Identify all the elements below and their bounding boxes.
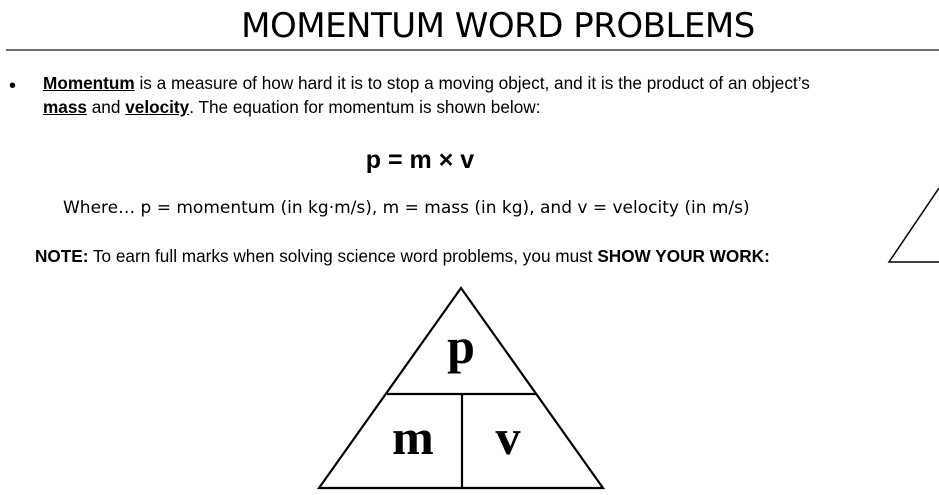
term-momentum: Momentum	[43, 73, 135, 93]
triangle-label-p: p	[447, 318, 475, 374]
note-emphasis: SHOW YOUR WORK:	[597, 246, 770, 266]
note-label: NOTE:	[35, 246, 89, 266]
variable-definitions: Where… p = momentum (in kg·m/s), m = mass (in kg), and v = velocity (in m/s)	[63, 198, 750, 218]
term-mass: mass	[43, 97, 87, 117]
term-velocity: velocity	[125, 97, 190, 117]
definition-text-2: . The equation for momentum is shown below:	[189, 97, 541, 117]
formula-triangle	[312, 282, 612, 492]
page-title: MOMENTUM WORD PROBLEMS	[241, 6, 755, 46]
momentum-equation: p = m × v	[365, 146, 475, 174]
definition-text-and: and	[86, 97, 126, 117]
definition-text-1: is a measure of how hard it is to stop a moving object, and it is the product of an object’s	[134, 73, 810, 93]
triangle-label-m: m	[392, 409, 434, 465]
triangle-label-v: v	[495, 409, 521, 465]
bullet-marker: •	[9, 75, 17, 97]
note-text: To earn full marks when solving science word problems, you must	[88, 246, 598, 266]
